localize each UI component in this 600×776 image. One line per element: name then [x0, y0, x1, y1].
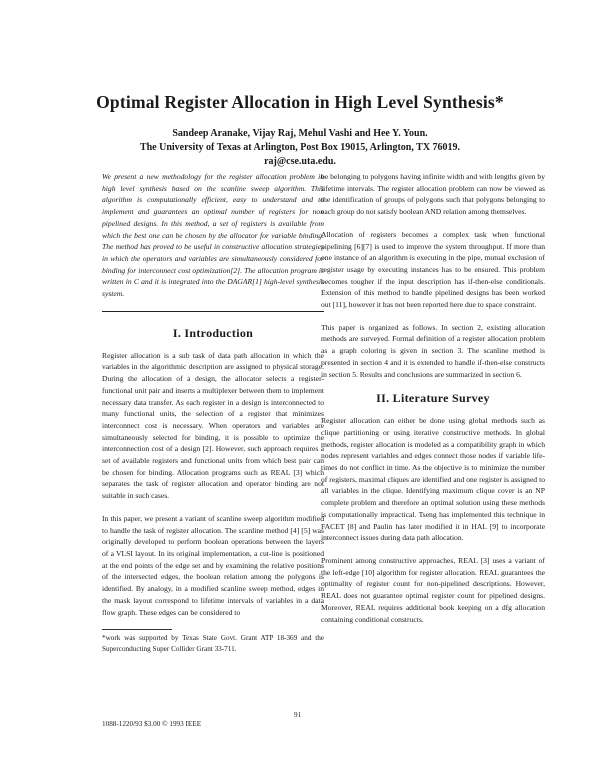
lit-paragraph-1: Register allocation can either be done using global methods such as clique partitioning or using iterative constructive methods. In global methods, register allocation is modeled as a compatibility graph in which nodes represent variables and edges connect those nodes if variable life-times do not conflict in time. As the objective is to minimize the number of registers, maximal cliques are identified and one register is assigned to all variables in the clique. Identifying maximum clique cover is an NP complete problem and therefore an optimal solution using these methods is computationally impractical. Tseng has implemented this technique in FACET [8] and Paulin has later modified it in HAL [9] to incorporate interconnect issues during data path allocation.	[321, 416, 545, 543]
right-paragraph-1: be belonging to polygons having infinite width and with lengths given by lifetime intervals. The register allocation problem can now be viewed as the identification of groups of polygons such that polygons belonging to each group do not satisfy boolean AND relation among themselves.	[321, 172, 545, 217]
affiliation: The University of Texas at Arlington, Post Box 19015, Arlington, TX 76019.	[139, 142, 461, 153]
abstract: We present a new methodology for the register allocation problem in high level synthesis based on the scanline sweep algorithm. This algorithm is computationally efficient, easy to understand and to implement and guarantees an optimal number of registers for non pipelined designs. In this method, a set of registers is available from which the best one can be chosen by the allocator for variable binding. The method has proved to be useful in constructive allocation strategies in which the operators and variables are simultaneously considered for binding for interconnect cost optimization[2]. The allocation program is written in C and it is integrated into the DAGAR[1] high-level synthesis system.	[102, 172, 324, 299]
footnote-divider	[102, 629, 172, 630]
lit-paragraph-2: Prominent among constructive approaches, REAL [3] uses a variant of the left-edge [10] algorithm for register allocation. REAL guarantees the optimality of register count for non-pipelined descriptions. However, REAL does not guarantee optimal register count for pipelined designs. Moreover, REAL requires additional book keeping on a dfg allocation containing conditional constructs.	[321, 555, 545, 624]
intro-paragraph-1: Register allocation is a sub task of data path allocation in which the variables in the algorithmic description are assigned to physical storage. During the allocation of a design, the allocator selects a register-functional unit pair and inserts a multiplexer between them to implement necessary data transfer. As each register in a design is interconnected to many functional units, the selection of a register that minimizes interconnect cost is necessary. When operators and variables are simultaneously selected for binding, it is possible to optimize the interconnection cost of a design [2]. However, such approach requires a set of available registers and functional units from which best pair can be chosen for binding. Allocation programs such as REAL [3] which separates the task of register allocation and operator binding are not suitable in such cases.	[102, 350, 324, 501]
intro-paragraph-2: In this paper, we present a variant of scanline sweep algorithm modified to handle the task of register allocation. The scanline method [4] [5] was originally developed to perform boolean operations between the layers of a VLSI layout. In its original implementation, a cut-line is positioned at the end points of the edge set and by examining the relative positions of the intersected edges, the boolean relation among the polygons is identified. By analogy, in a modified scanline sweep method, edges in the mask layout correspond to lifetime intervals of variables in a data flow graph. These edges can be considered to	[102, 513, 324, 617]
left-column	[102, 171, 324, 654]
right-column	[321, 171, 545, 636]
page-number: 91	[294, 711, 302, 719]
author-names: Sandeep Aranake, Vijay Raj, Mehul Vashi and Hee Y. Youn.	[172, 128, 428, 139]
right-paragraph-3: This paper is organized as follows. In section 2, existing allocation methods are surveyed. Formal definition of a register allocation problem as a graph coloring is given in section 3. The scanline method is presented in section 4 and it is extended to handle if-then-else constructs in section 5. Results and conclusions are summarized in section 6.	[321, 322, 545, 379]
author-email: raj@cse.uta.edu.	[264, 156, 336, 167]
section-heading-literature-survey: II. Literature Survey	[376, 391, 490, 406]
abstract-divider	[102, 311, 324, 312]
copyright-line: 1088-1220/93 $3.00 © 1993 IEEE	[102, 720, 202, 728]
paper-title: Optimal Register Allocation in High Level Synthesis*	[96, 92, 504, 112]
author-block	[0, 127, 600, 169]
section-heading-introduction: I. Introduction	[172, 325, 254, 340]
footnote: *work was supported by Texas State Govt. Grant ATP 18-369 and the Superconducting Super Collider Grant 33-711.	[102, 634, 324, 653]
right-paragraph-2: Allocation of registers becomes a complex task when functional pipelining [6][7] is used to improve the system throughput. If more than one instance of an algorithm is executing in the pipe, mutual exclusion of register usage by executing instances has to be ensured. This problem becomes tougher if the input description has if-then-else conditionals. Extension of this method to handle pipelined designs has been worked out [11], however it has not been reported here due to space constraint.	[321, 229, 545, 310]
